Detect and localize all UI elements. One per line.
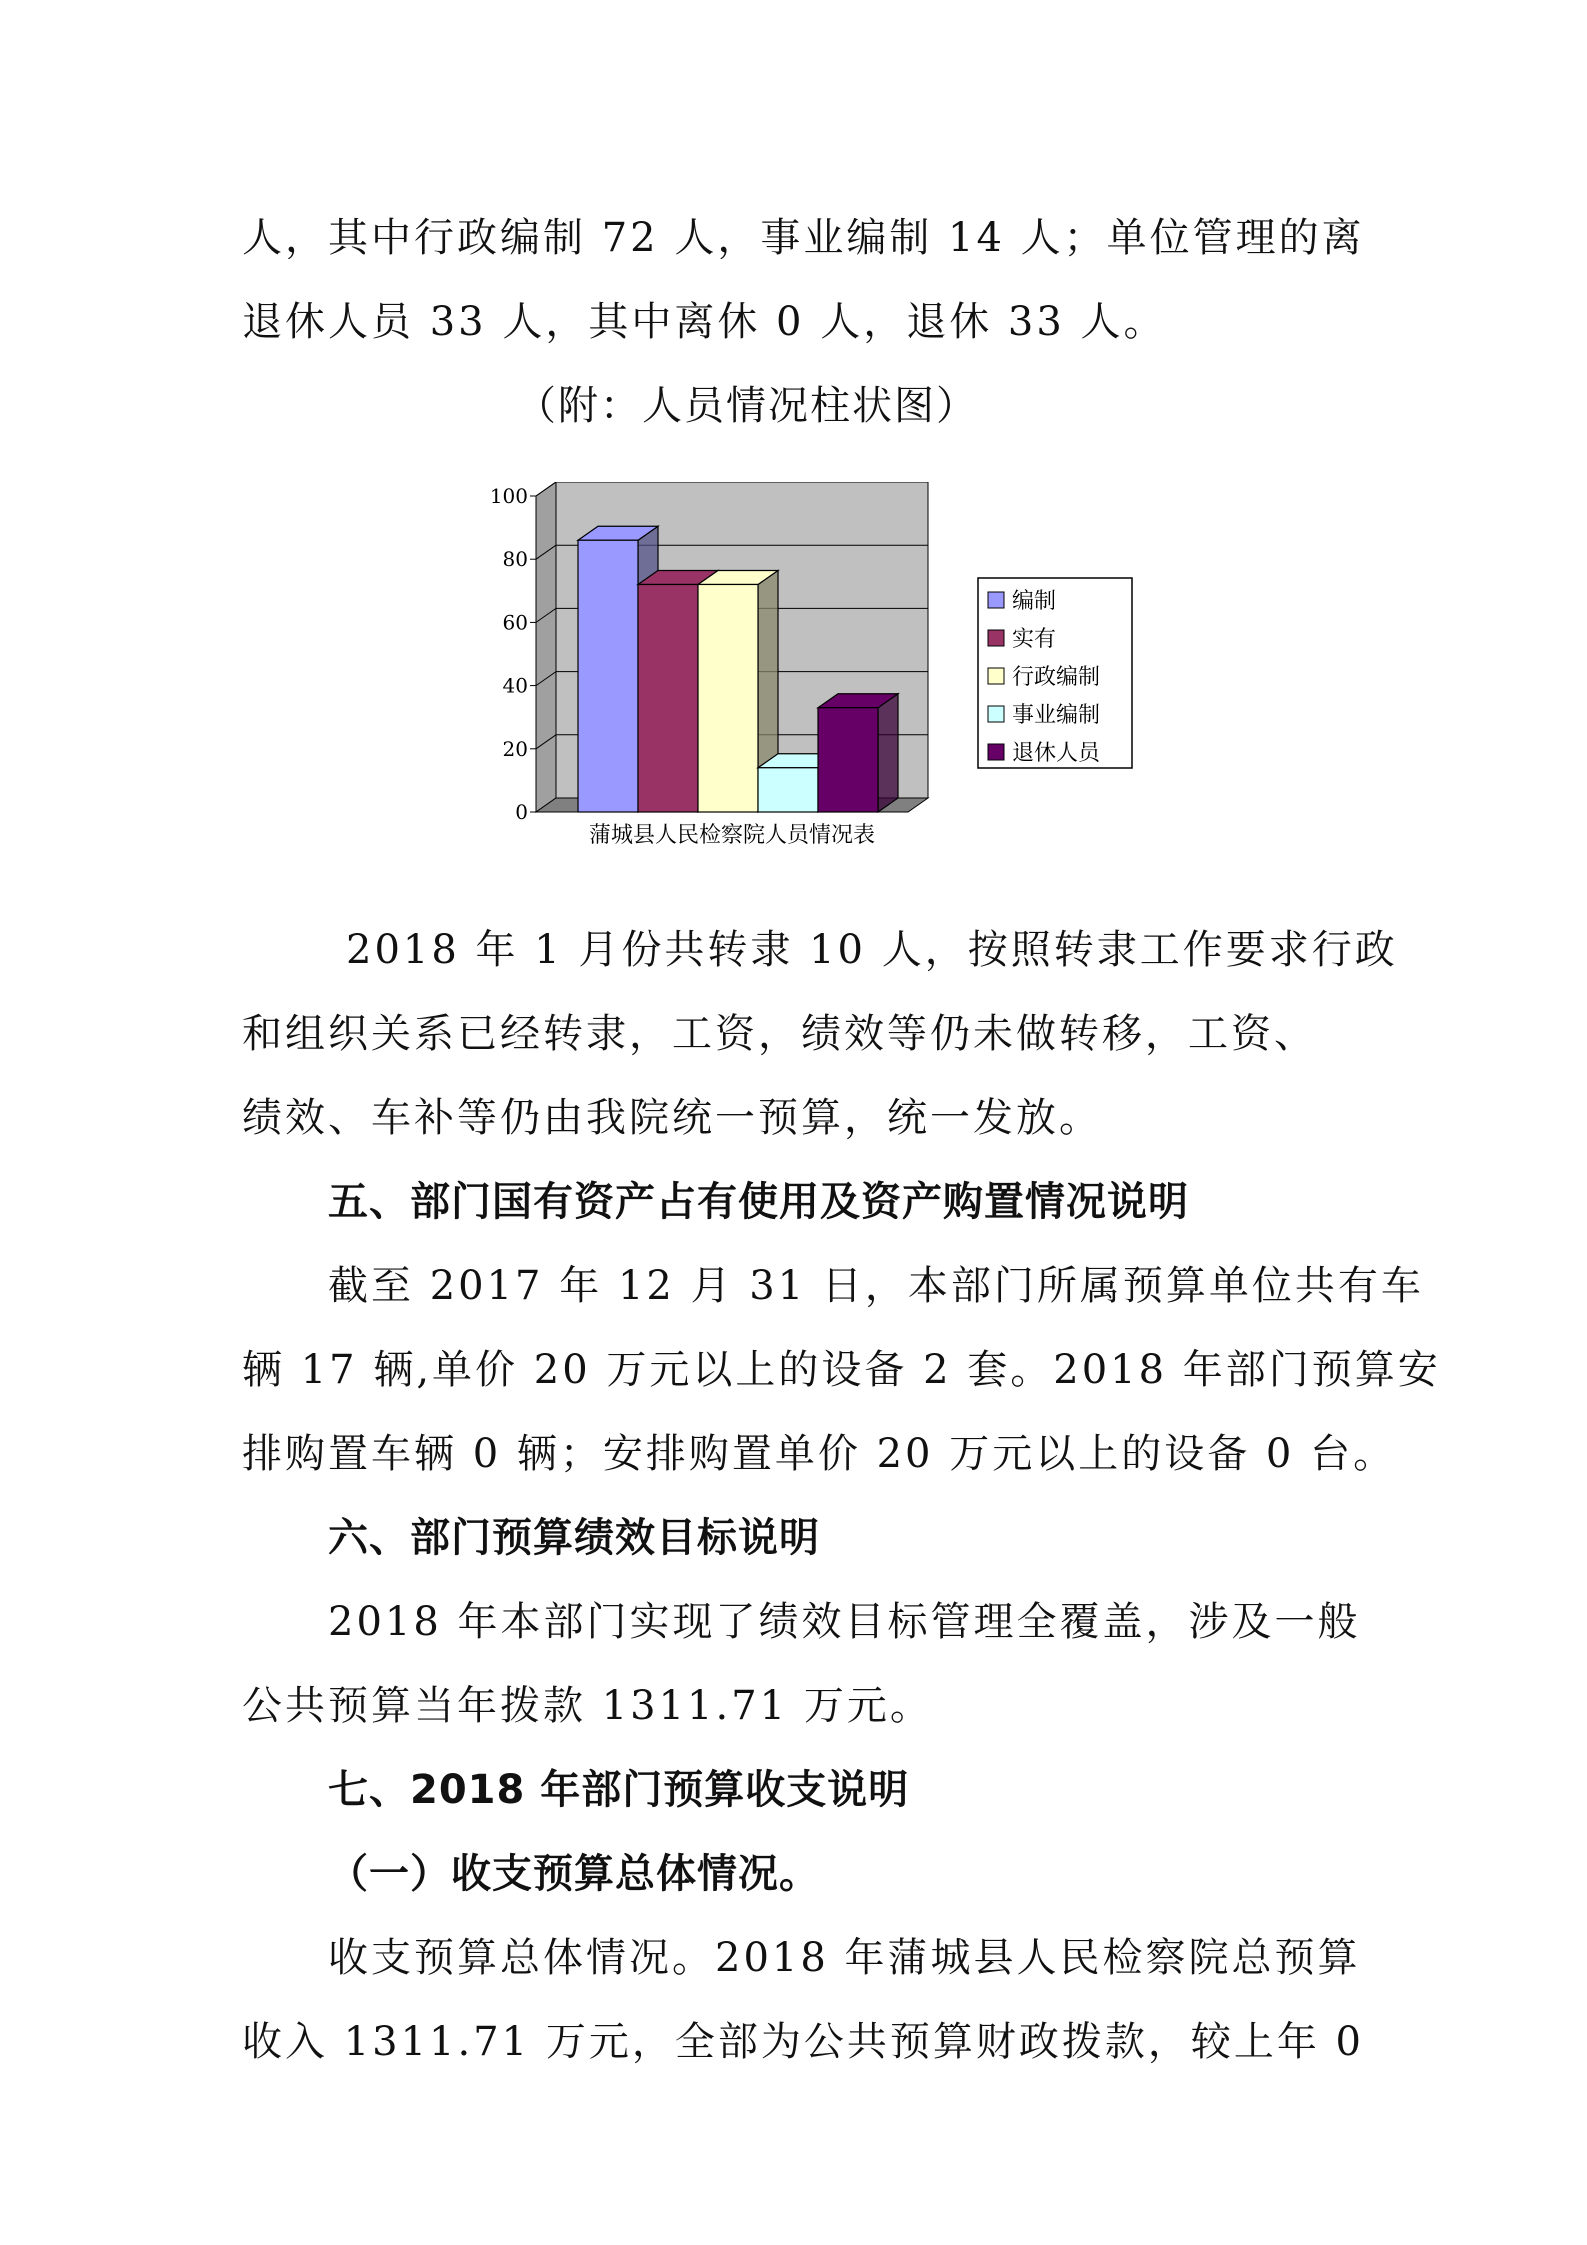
paragraph-line: 排购置车辆 0 辆；安排购置单价 20 万元以上的设备 0 台。: [242, 1431, 1397, 1477]
paragraph-line: 收支预算总体情况。2018 年蒲城县人民检察院总预算: [328, 1935, 1361, 1981]
y-tick-label: 0: [515, 800, 528, 824]
legend-label-4: 事业编制: [1012, 703, 1101, 728]
paragraph-line: 绩效、车补等仍由我院统一预算，统一发放。: [242, 1095, 1102, 1141]
bar-side-shade-5: [878, 694, 898, 812]
paragraph-line: 和组织关系已经转隶，工资，绩效等仍未做转移，工资、: [242, 1011, 1317, 1057]
paragraph-line: 辆 17 辆,单价 20 万元以上的设备 2 套。2018 年部门预算安: [242, 1347, 1441, 1393]
bar-2: [638, 584, 698, 812]
paragraph-line: 人，其中行政编制 72 人，事业编制 14 人；单位管理的离: [242, 215, 1365, 261]
paragraph-line: 截至 2017 年 12 月 31 日，本部门所属预算单位共有车: [328, 1263, 1424, 1309]
bar-5: [818, 708, 878, 812]
subsection-heading: （一）收支预算总体情况。: [328, 1851, 820, 1897]
legend-swatch-4: [988, 706, 1004, 722]
paragraph-line: 2018 年 1 月份共转隶 10 人，按照转隶工作要求行政: [346, 927, 1398, 973]
y-tick-label: 100: [489, 484, 528, 508]
x-category-label: 蒲城县人民检察院人员情况表: [588, 823, 876, 848]
section-heading: 五、部门国有资产占有使用及资产购置情况说明: [328, 1179, 1189, 1225]
staff-bar-chart: [480, 482, 1160, 862]
section-heading: 六、部门预算绩效目标说明: [328, 1515, 820, 1561]
legend-swatch-3: [988, 668, 1004, 684]
legend-label-1: 编制: [1012, 589, 1057, 614]
y-tick-label: 80: [502, 547, 528, 572]
legend-swatch-1: [988, 592, 1004, 608]
paragraph-line: 退休人员 33 人，其中离休 0 人，退休 33 人。: [242, 299, 1167, 345]
chart-caption: （附：人员情况柱状图）: [516, 383, 978, 429]
paragraph-line: 公共预算当年拨款 1311.71 万元。: [242, 1683, 933, 1729]
legend-swatch-2: [988, 630, 1004, 646]
y-tick-label: 40: [502, 673, 528, 698]
legend-label-5: 退休人员: [1012, 741, 1101, 766]
paragraph-line: 收入 1311.71 万元，全部为公共预算财政拨款，较上年 0: [242, 2019, 1365, 2065]
plot-side-wall: [536, 482, 556, 812]
section-heading: 七、2018 年部门预算收支说明: [328, 1767, 910, 1813]
legend-label-2: 实有: [1012, 627, 1057, 652]
y-tick-label: 60: [502, 610, 528, 635]
bar-1: [578, 540, 638, 812]
legend-swatch-5: [988, 744, 1004, 760]
bar-4: [758, 768, 818, 812]
paragraph-line: 2018 年本部门实现了绩效目标管理全覆盖，涉及一般: [328, 1599, 1361, 1645]
y-tick-label: 20: [502, 736, 528, 761]
bar-3: [698, 584, 758, 812]
legend-label-3: 行政编制: [1012, 665, 1101, 690]
